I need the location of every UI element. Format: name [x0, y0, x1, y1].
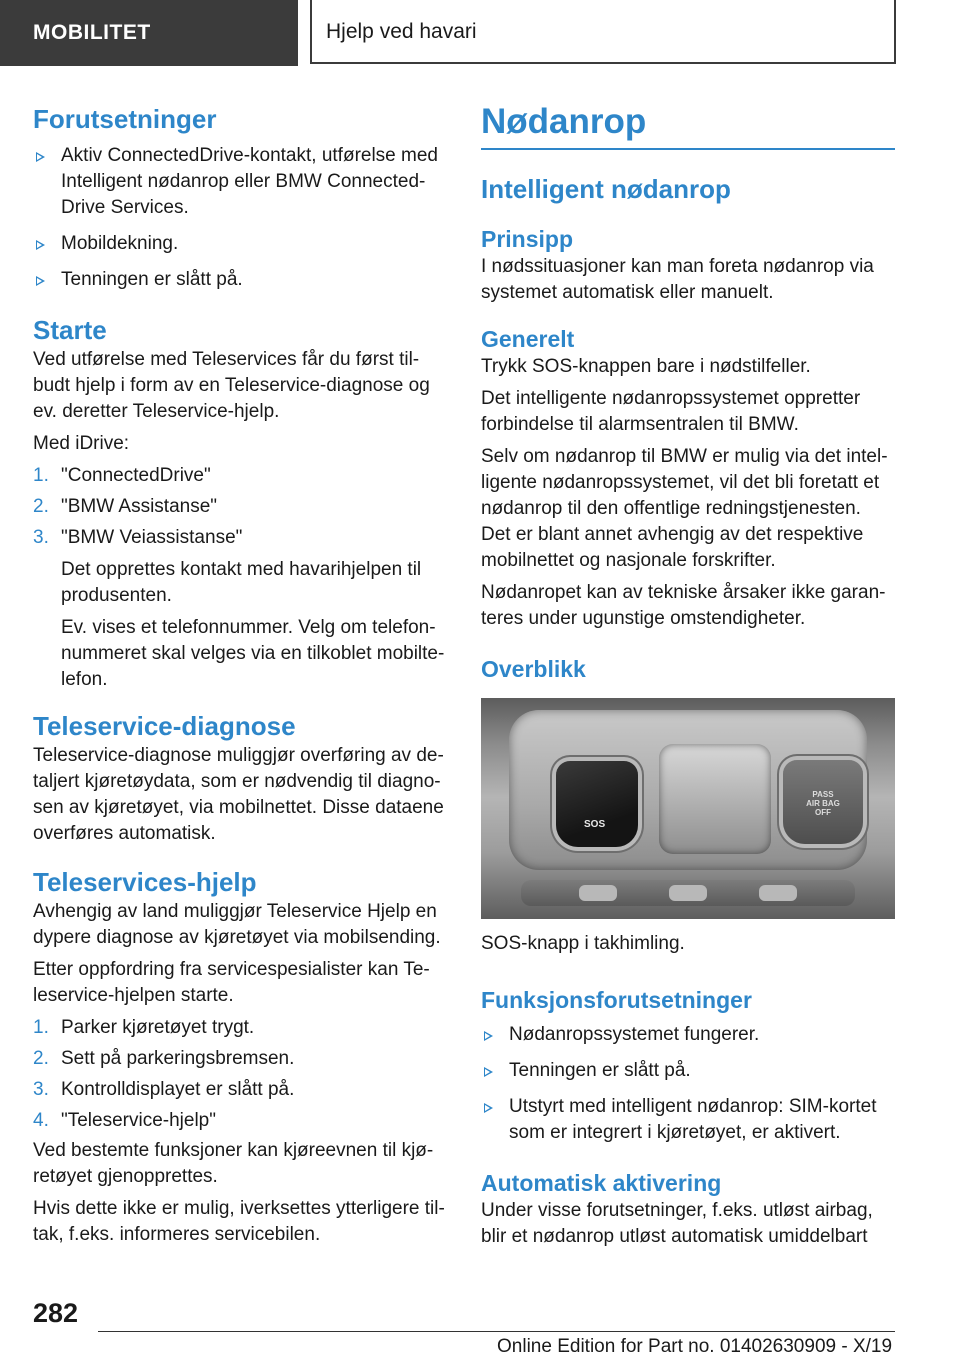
generelt-p3: Selv om nødanrop til BMW er mulig via det intel-ligente nødanropssystemet, vil det bli foretatt et nødanrop til den offentlige redningstjenesten. Det er blant annet avhengig av det respektive mobilnettet og nasjonale forskrifter.: [481, 446, 888, 571]
section-tab: MOBILITET: [0, 0, 298, 66]
forutsetninger-heading: Forutsetninger: [33, 104, 217, 134]
step-item: 2. Sett på parkeringsbremsen.: [33, 1048, 295, 1069]
starte-heading: Starte: [33, 315, 107, 345]
prinsipp-heading: Prinsipp: [481, 226, 574, 252]
page-header: [0, 0, 960, 66]
hjelp-p1: Avhengig av land muliggjør Teleservice Hjelp en dypere diagnose av kjøretøyet via mobilsending.: [33, 901, 441, 948]
subtitle: Intelligent nødanrop: [481, 174, 731, 204]
step-item: 1. Parker kjøretøyet trygt.: [33, 1017, 255, 1038]
chapter-title: Hjelp ved havari: [310, 0, 896, 64]
sunroof-switch: [659, 744, 771, 854]
list-item: Aktiv ConnectedDrive-kontakt, utførelse med Intelligent nødanrop eller BMW Connected-Drive Services.: [33, 143, 447, 221]
funksjon-list: [481, 1022, 895, 1146]
passenger-airbag-indicator: PASS AIR BAG OFF: [783, 760, 863, 844]
automatisk-text: Under visse forutsetninger, f.eks. utløst airbag, blir et nødanrop utløst automatisk umiddelbart: [481, 1200, 873, 1247]
left-column: [33, 96, 447, 1248]
right-column: [481, 98, 895, 1250]
forutsetninger-list: [33, 143, 447, 293]
roof-console: [509, 710, 867, 870]
funksjon-heading: Funksjonsforutsetninger: [481, 987, 752, 1013]
light-switch-strip: [521, 880, 855, 906]
photo-caption: SOS-knapp i takhimling.: [481, 933, 685, 954]
generelt-p2: Det intelligente nødanropssystemet oppretter forbindelse til alarmsentralen til BMW.: [481, 388, 861, 435]
triangle-bullet-icon: [484, 1067, 493, 1077]
hjelp-p3: Ved bestemte funksjoner kan kjøreevnen til kjø-retøyet gjenopprettes.: [33, 1140, 434, 1187]
step-item: 1. "ConnectedDrive": [33, 465, 211, 486]
step-item: 2. "BMW Assistanse": [33, 496, 218, 517]
automatisk-heading: Automatisk aktivering: [481, 1170, 722, 1196]
hjelp-p4: Hvis dette ikke er mulig, iverksettes ytterligere til-tak, f.eks. informeres servicebilen.: [33, 1198, 445, 1245]
list-item: Utstyrt med intelligent nødanrop: SIM-kortet som er integrert i kjøretøyet, er aktivert.: [481, 1094, 895, 1146]
list-item: Tenningen er slått på.: [481, 1058, 895, 1084]
triangle-bullet-icon: [36, 152, 45, 162]
list-item: Mobildekning.: [33, 231, 447, 257]
step-item: 3. "BMW Veiassistanse" Det opprettes kontakt med havarihjelpen til produsenten. Ev. vises et telefonnummer. Velg om telefon-nummeret skal velges via en tilkoblet mobilte-lefon.: [33, 525, 447, 693]
sos-button: SOS: [556, 761, 638, 847]
overblikk-heading: Overblikk: [481, 656, 586, 682]
list-item: Nødanropssystemet fungerer.: [481, 1022, 895, 1048]
starte-intro: Ved utførelse med Teleservices får du først til-budt hjelp i form av en Teleservice-diagnose og ev. deretter Teleservice-hjelp.: [33, 349, 430, 422]
list-item: Tenningen er slått på.: [33, 267, 447, 293]
edition-text: Online Edition for Part no. 01402630909 - X/19: [497, 1336, 893, 1357]
triangle-bullet-icon: [36, 276, 45, 286]
page-number: 282: [33, 1298, 79, 1328]
diagnose-heading: Teleservice-diagnose: [33, 711, 296, 741]
step3-note-2: Ev. vises et telefonnummer. Velg om telefon-nummeret skal velges via en tilkoblet mobilte-lefon.: [61, 617, 445, 690]
triangle-bullet-icon: [484, 1103, 493, 1113]
generelt-heading: Generelt: [481, 326, 575, 352]
triangle-bullet-icon: [484, 1031, 493, 1041]
page-title: Nødanrop: [481, 98, 895, 150]
triangle-bullet-icon: [36, 240, 45, 250]
light-button: [669, 885, 707, 901]
hjelp-steps: [33, 1015, 447, 1134]
diagnose-text: Teleservice-diagnose muliggjør overføring av de-taljert kjøretøydata, som er nødvendig til diagno-sen av kjøretøyet, via mobilnettet. Disse dataene overføres automatisk.: [33, 745, 444, 844]
step3-note-1: Det opprettes kontakt med havarihjelpen til produsenten.: [61, 559, 422, 606]
step-item: 3. Kontrolldisplayet er slått på.: [33, 1079, 295, 1100]
hjelp-p2: Etter oppfordring fra servicespesialister kan Te-leservice-hjelpen starte.: [33, 959, 430, 1006]
light-button: [579, 885, 617, 901]
sos-button-photo: [481, 698, 895, 919]
step-item: 4. "Teleservice-hjelp": [33, 1110, 216, 1131]
starte-steps: [33, 463, 447, 693]
generelt-p1: Trykk SOS-knappen bare i nødstilfeller.: [481, 356, 811, 377]
hjelp-heading: Teleservices-hjelp: [33, 867, 257, 897]
med-idrive-text: Med iDrive:: [33, 433, 130, 454]
generelt-p4: Nødanropet kan av tekniske årsaker ikke garan-teres under ugunstige omstendigheter.: [481, 582, 886, 629]
footer-divider: [98, 1331, 895, 1332]
prinsipp-text: I nødssituasjoner kan man foreta nødanrop via systemet automatisk eller manuelt.: [481, 256, 874, 303]
light-button: [759, 885, 797, 901]
